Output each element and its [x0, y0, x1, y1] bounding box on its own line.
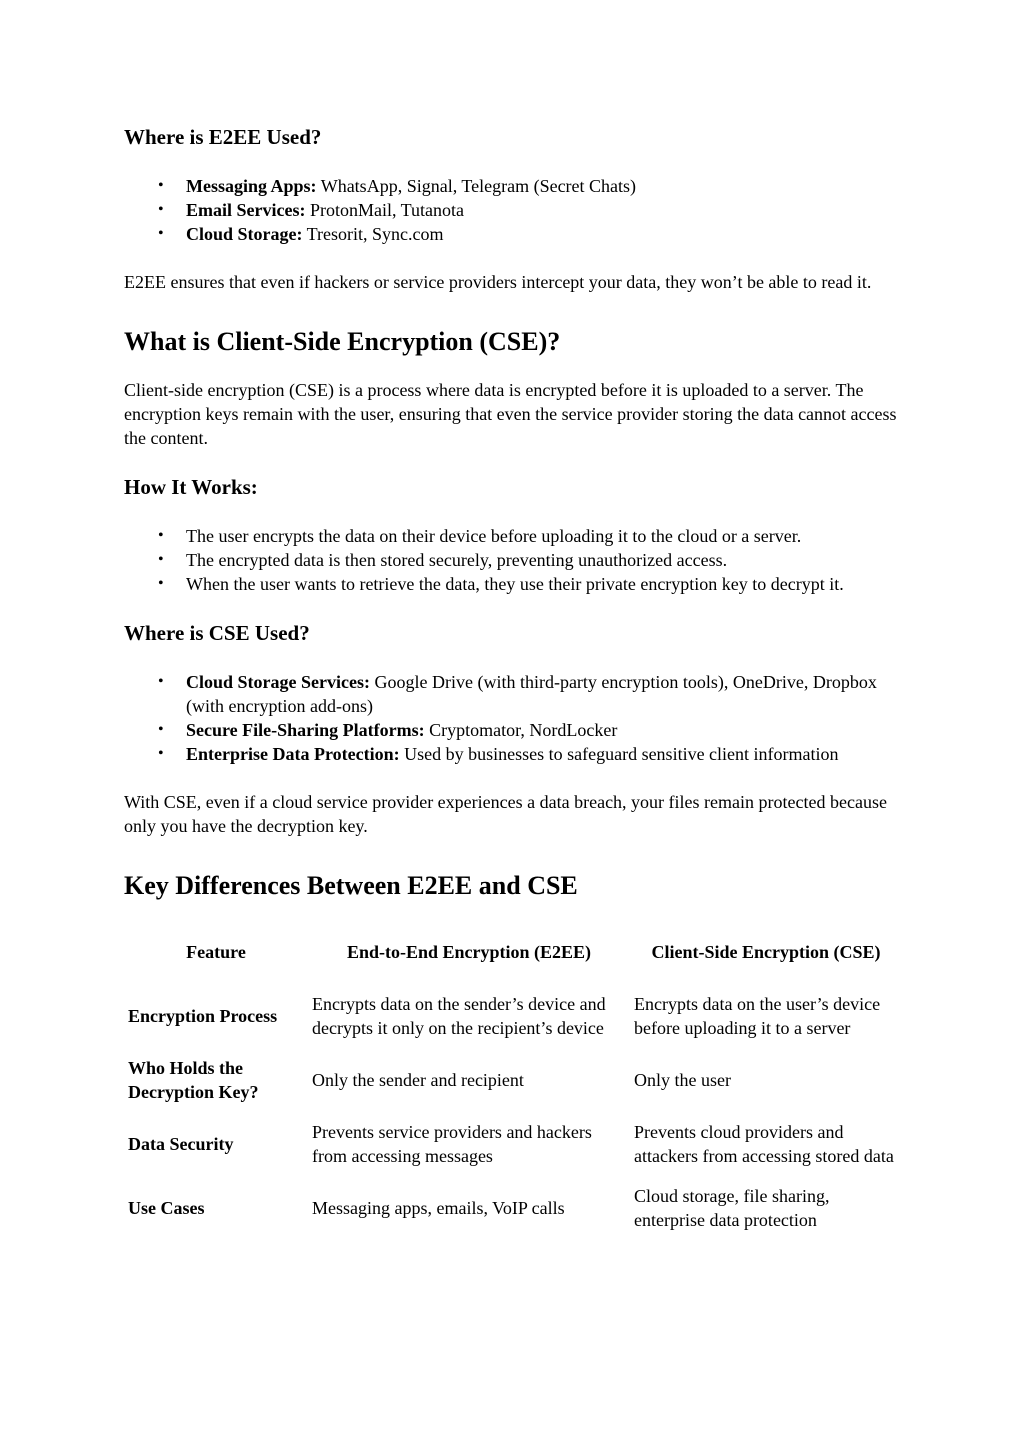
list-item-text: Cryptomator, NordLocker — [424, 720, 618, 740]
table-header-cell: Client-Side Encryption (CSE) — [651, 942, 881, 962]
table-header-row — [124, 926, 902, 978]
table-cell: Encrypts data on the sender’s device and decrypts it only on the recipient’s device — [312, 994, 606, 1038]
table-cell: Only the user — [634, 1070, 731, 1090]
heading-how-it-works: How It Works: — [124, 475, 258, 499]
table-row — [124, 978, 902, 1054]
cse-used-list — [124, 670, 904, 766]
list-item — [124, 222, 904, 246]
table-cell: Cloud storage, file sharing, enterprise data protection — [634, 1186, 830, 1230]
table-cell: Only the sender and recipient — [312, 1070, 524, 1090]
list-item: • The user encrypts the data on their device before uploading it to the cloud or a server. — [124, 524, 904, 548]
e2ee-used-list — [124, 174, 904, 246]
heading-cse: What is Client-Side Encryption (CSE)? — [124, 327, 561, 356]
how-it-works-list — [124, 524, 904, 596]
list-item: • The encrypted data is then stored securely, preventing unauthorized access. — [124, 548, 904, 572]
list-item — [124, 742, 904, 766]
list-item-label: Secure File-Sharing Platforms: — [186, 720, 425, 740]
list-item — [124, 670, 904, 718]
table-row — [124, 1106, 902, 1182]
list-item-label: Cloud Storage Services: — [186, 672, 370, 692]
table-row-header: Who Holds the Decryption Key? — [128, 1058, 259, 1102]
table-row — [124, 1054, 902, 1106]
table-cell: Messaging apps, emails, VoIP calls — [312, 1198, 565, 1218]
table-cell: Prevents service providers and hackers from accessing messages — [312, 1122, 592, 1166]
table-header-cell: End-to-End Encryption (E2EE) — [346, 942, 592, 962]
e2ee-summary: E2EE ensures that even if hackers or service providers intercept your data, they won’t be able to read it. — [124, 272, 872, 292]
document-content — [124, 124, 904, 1234]
list-item-label: Enterprise Data Protection: — [186, 744, 400, 764]
heading-e2ee-used: Where is E2EE Used? — [124, 125, 322, 149]
table-row — [124, 1182, 902, 1234]
table-row-header: Use Cases — [128, 1198, 205, 1218]
list-item-text: Google Drive (with third-party encryption tools), OneDrive, Dropbox (with encryption add-ons) — [186, 672, 877, 716]
list-item-text: ProtonMail, Tutanota — [305, 200, 465, 220]
table-cell: Prevents cloud providers and attackers from accessing stored data — [634, 1122, 894, 1166]
table-header-cell: Feature — [186, 942, 246, 962]
list-item-text: Used by businesses to safeguard sensitive client information — [399, 744, 839, 764]
cse-intro: Client-side encryption (CSE) is a process where data is encrypted before it is uploaded to a server. The encryption keys remain with the user, ensuring that even the service provider storing the data cannot access the content. — [124, 380, 897, 448]
table-row-header: Encryption Process — [128, 1006, 278, 1026]
list-item-label: Email Services: — [186, 200, 306, 220]
list-item — [124, 198, 904, 222]
table-row-header: Data Security — [128, 1134, 234, 1154]
cse-summary: With CSE, even if a cloud service provider experiences a data breach, your files remain protected because only you have the decryption key. — [124, 792, 887, 836]
list-item-label: Cloud Storage: — [186, 224, 303, 244]
list-item: • When the user wants to retrieve the data, they use their private encryption key to decrypt it. — [124, 572, 904, 596]
heading-cse-used: Where is CSE Used? — [124, 621, 310, 645]
heading-key-differences: Key Differences Between E2EE and CSE — [124, 871, 578, 900]
list-item-text: WhatsApp, Signal, Telegram (Secret Chats) — [316, 176, 637, 196]
list-item-label: Messaging Apps: — [186, 176, 317, 196]
table-cell: Encrypts data on the user’s device before uploading it to a server — [634, 994, 881, 1038]
list-item-text: Tresorit, Sync.com — [302, 224, 444, 244]
list-item — [124, 174, 904, 198]
list-item — [124, 718, 904, 742]
comparison-table — [124, 926, 902, 1234]
